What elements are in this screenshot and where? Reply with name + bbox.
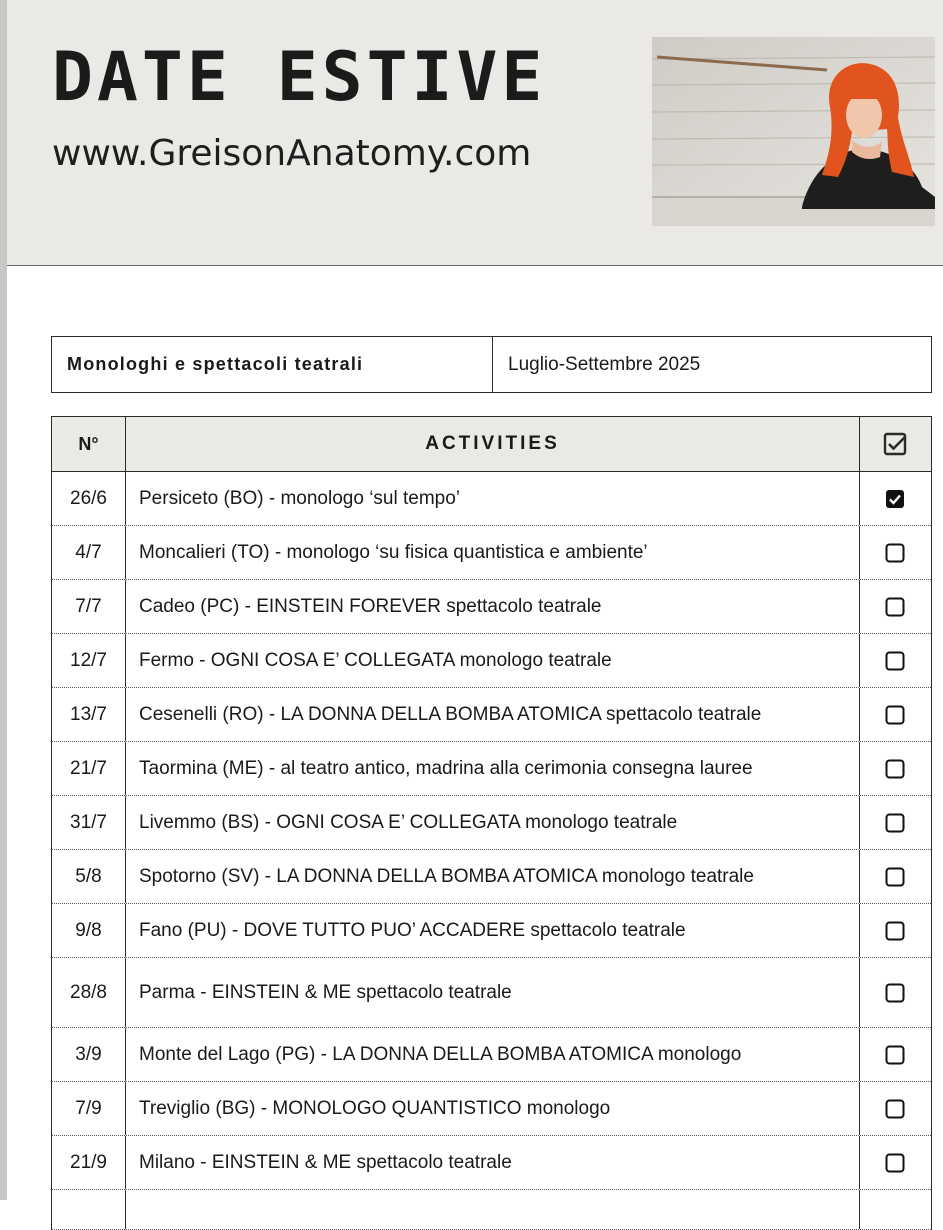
- checkbox-unchecked[interactable]: [860, 1190, 930, 1229]
- checkbox-unchecked[interactable]: [860, 688, 930, 741]
- checkbox-unchecked[interactable]: [860, 742, 930, 795]
- row-date: 7/9: [52, 1082, 126, 1135]
- row-date: 3/9: [52, 1028, 126, 1081]
- row-activity: Moncalieri (TO) - monologo ‘su fisica quantistica e ambiente’: [126, 526, 860, 579]
- row-activity: Milano - EINSTEIN & ME spettacolo teatrale: [126, 1136, 860, 1189]
- row-date: 21/9: [52, 1136, 126, 1189]
- checkbox-unchecked[interactable]: [860, 1082, 930, 1135]
- row-activity: Spotorno (SV) - LA DONNA DELLA BOMBA ATOMICA monologo teatrale: [126, 850, 860, 903]
- page-header: [7, 0, 943, 266]
- table-row: [52, 1136, 931, 1190]
- row-date: 31/7: [52, 796, 126, 849]
- checkbox-unchecked[interactable]: [860, 850, 930, 903]
- row-date: 28/8: [52, 958, 126, 1027]
- website-link[interactable]: www.GreisonAnatomy.com: [52, 133, 532, 174]
- checkbox-unchecked[interactable]: [860, 634, 930, 687]
- row-date: 26/6: [52, 472, 126, 525]
- activities-table: [51, 416, 932, 1230]
- table-row: [52, 1190, 931, 1230]
- table-row: [52, 1082, 931, 1136]
- checkbox-unchecked[interactable]: [860, 796, 930, 849]
- row-activity: Fano (PU) - DOVE TUTTO PUO’ ACCADERE spettacolo teatrale: [126, 904, 860, 957]
- checkbox-unchecked[interactable]: [860, 580, 930, 633]
- table-row: [52, 1028, 931, 1082]
- row-activity: Fermo - OGNI COSA E’ COLLEGATA monologo teatrale: [126, 634, 860, 687]
- row-date: 12/7: [52, 634, 126, 687]
- table-row: [52, 904, 931, 958]
- checkbox-checked[interactable]: [860, 472, 930, 525]
- row-activity: Persiceto (BO) - monologo ‘sul tempo’: [126, 472, 860, 525]
- activities-column-header: ACTIVITIES: [126, 417, 860, 471]
- table-row: [52, 688, 931, 742]
- table-row: [52, 958, 931, 1028]
- row-activity: Cadeo (PC) - EINSTEIN FOREVER spettacolo teatrale: [126, 580, 860, 633]
- row-activity: [126, 1190, 860, 1229]
- table-row: [52, 580, 931, 634]
- row-date: 9/8: [52, 904, 126, 957]
- row-activity: Livemmo (BS) - OGNI COSA E’ COLLEGATA monologo teatrale: [126, 796, 860, 849]
- checkbox-checked-icon: [860, 417, 930, 471]
- table-header-row: [52, 417, 931, 472]
- row-activity: Cesenelli (RO) - LA DONNA DELLA BOMBA ATOMICA spettacolo teatrale: [126, 688, 860, 741]
- portrait-photo: [652, 37, 935, 226]
- period-label: Luglio-Settembre 2025: [508, 353, 701, 375]
- row-date: [52, 1190, 126, 1229]
- table-row: [52, 526, 931, 580]
- table-row: [52, 634, 931, 688]
- checkbox-unchecked[interactable]: [860, 1136, 930, 1189]
- row-date: 5/8: [52, 850, 126, 903]
- row-date: 4/7: [52, 526, 126, 579]
- table-row: [52, 796, 931, 850]
- row-activity: Taormina (ME) - al teatro antico, madrina alla cerimonia consegna lauree: [126, 742, 860, 795]
- page-title: DATE ESTIVE: [52, 38, 547, 117]
- date-column-header: N°: [52, 417, 126, 471]
- checkbox-unchecked[interactable]: [860, 958, 930, 1027]
- row-date: 7/7: [52, 580, 126, 633]
- checkbox-unchecked[interactable]: [860, 904, 930, 957]
- checkbox-unchecked[interactable]: [860, 526, 930, 579]
- row-activity: Parma - EINSTEIN & ME spettacolo teatrale: [126, 958, 860, 1027]
- table-row: [52, 742, 931, 796]
- category-label: Monologhi e spettacoli teatrali: [52, 337, 493, 392]
- row-activity: Monte del Lago (PG) - LA DONNA DELLA BOMBA ATOMICA monologo: [126, 1028, 860, 1081]
- row-date: 21/7: [52, 742, 126, 795]
- row-date: 13/7: [52, 688, 126, 741]
- checkbox-unchecked[interactable]: [860, 1028, 930, 1081]
- table-row: [52, 472, 931, 526]
- row-activity: Treviglio (BG) - MONOLOGO QUANTISTICO monologo: [126, 1082, 860, 1135]
- page-left-edge: [0, 0, 7, 1200]
- info-box: [51, 336, 932, 393]
- table-row: [52, 850, 931, 904]
